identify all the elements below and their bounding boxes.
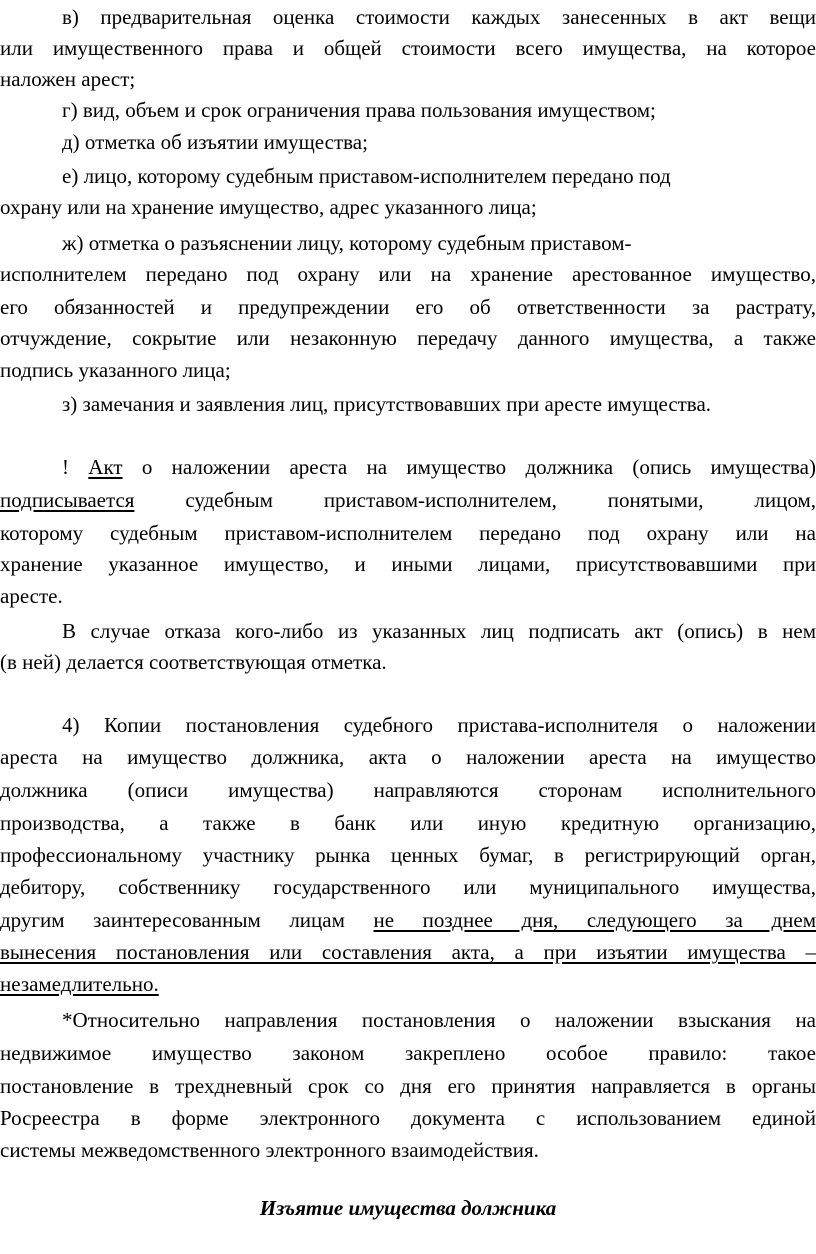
item-v-line-2: или имущественного права и общей стоимости всего имущества, на которое [0,36,816,60]
point-4-line-4: производства, а также в банк или иную кредитную организацию, [0,811,816,835]
point-4-line-5: профессиональному участнику рынка ценных бумаг, в регистрирующий орган, [0,843,816,867]
note-line-5: системы межведомственного электронного взаимодействия. [0,1138,539,1162]
point-4-line-6: дебитору, собственнику государственного или муниципального имущества, [0,875,816,899]
item-d: д) отметка об изъятии имущества; [62,130,368,154]
act-line-5: аресте. [0,584,63,608]
signed-link[interactable]: подписывается [0,488,135,512]
point-4-line-9: незамедлительно. [0,972,159,996]
act-line-2-text: судебным приставом-исполнителем, понятыми, лицом, [134,488,816,512]
act-line-4: хранение указанное имущество, и иными лицами, присутствовавшими при [0,552,816,576]
note-line-3: постановление в трехдневный срок со дня его принятия направляется в органы [0,1074,816,1098]
point-4-line-7 [0,905,816,936]
item-zh-line-3: его обязанностей и предупреждении его об ответственности за растрату, [0,295,816,319]
act-line-1-text: о наложении ареста на имущество должника (опись имущества) [122,455,816,479]
point-4-line-8: вынесения постановления или составления акта, а при изъятии имущества – [0,940,816,964]
item-zh-line-2: исполнителем передано под охрану или на хранение арестованное имущество, [0,262,816,286]
item-zh-line-1: ж) отметка о разъяснении лицу, которому судебным приставом- [62,231,632,255]
item-zh-line-4: отчуждение, сокрытие или незаконную передачу данного имущества, а также [0,326,816,350]
note-line-1: *Относительно направления постановления о наложении взыскания на [62,1008,816,1032]
act-link[interactable]: Акт [88,455,123,479]
item-e-line-2: охрану или на хранение имущество, адрес указанного лица; [0,195,537,219]
item-zh-line-5: подпись указанного лица; [0,358,231,382]
refusal-line-1: В случае отказа кого-либо из указанных лиц подписать акт (опись) в нем [62,619,816,643]
point-4-line-2: ареста на имущество должника, акта о наложении ареста на имущество [0,745,816,769]
point-4-line-1: 4) Копии постановления судебного пристава-исполнителя о наложении [62,713,816,737]
item-v-line-3: наложен арест; [0,67,136,91]
deadline-text: не позднее дня, следующего за днем [373,908,816,932]
point-4-line-7-text: другим заинтересованным лицам [0,908,374,932]
act-line-2 [0,485,816,516]
note-line-4: Росреестра в форме электронного документа с использованием единой [0,1106,816,1130]
refusal-line-2: (в ней) делается соответствующая отметка. [0,650,387,674]
act-mark: ! [62,455,89,479]
item-e-line-1: е) лицо, которому судебным приставом-исполнителем передано под [62,164,671,188]
point-4-line-3: должника (описи имущества) направляются сторонам исполнительного [0,778,816,802]
section-heading: Изъятие имущества должника [259,1196,557,1220]
item-v-line-1: в) предварительная оценка стоимости каждых занесенных в акт вещи [62,5,816,29]
item-z: з) замечания и заявления лиц, присутствовавших при аресте имущества. [62,392,712,416]
note-line-2: недвижимое имущество законом закреплено особое правило: такое [0,1041,816,1065]
act-line-3: которому судебным приставом-исполнителем передано под охрану или на [0,521,816,545]
act-line-1 [0,452,816,483]
item-g: г) вид, объем и срок ограничения права пользования имуществом; [62,98,656,122]
